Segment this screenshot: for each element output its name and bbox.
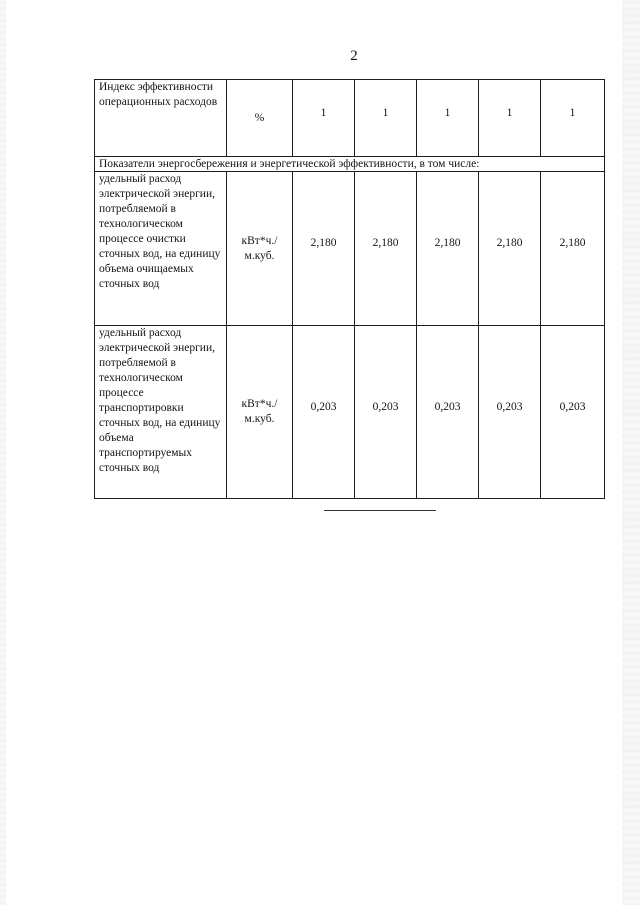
indicator-value: 1 [417,80,479,157]
indicator-value: 2,180 [417,172,479,326]
indicator-value: 1 [541,80,605,157]
indicator-value: 2,180 [355,172,417,326]
indicator-value: 2,180 [541,172,605,326]
indicator-value: 1 [355,80,417,157]
table-row [95,80,605,157]
indicator-name: удельный расход электрической энергии, потребляемой в технологическом процессе транспортировки сточных вод, на единицу объема транспортируемых сточных вод [95,326,227,499]
indicator-unit: % [227,80,293,157]
scan-right-edge [622,0,640,905]
scan-left-edge [0,0,6,905]
indicator-unit: кВт*ч./м.куб. [227,172,293,326]
table-row [95,172,605,326]
indicator-value: 1 [293,80,355,157]
indicator-name: Индекс эффективности операционных расходов [95,80,227,157]
closing-rule [324,510,436,511]
page-number: 2 [350,48,358,64]
table-row [95,326,605,499]
indicator-value: 0,203 [541,326,605,499]
indicator-value: 2,180 [293,172,355,326]
indicator-unit: кВт*ч./м.куб. [227,326,293,499]
indicator-value: 0,203 [417,326,479,499]
indicator-value: 0,203 [293,326,355,499]
indicator-name: удельный расход электрической энергии, потребляемой в технологическом процессе очистки сточных вод, на единицу объема очищаемых сточных вод [95,172,227,326]
section-heading: Показатели энергосбережения и энергетической эффективности, в том числе: [95,157,605,172]
indicator-value: 0,203 [479,326,541,499]
indicator-value: 2,180 [479,172,541,326]
indicator-value: 0,203 [355,326,417,499]
indicator-value: 1 [479,80,541,157]
table-section-row [95,157,605,172]
indicators-table [94,79,605,499]
